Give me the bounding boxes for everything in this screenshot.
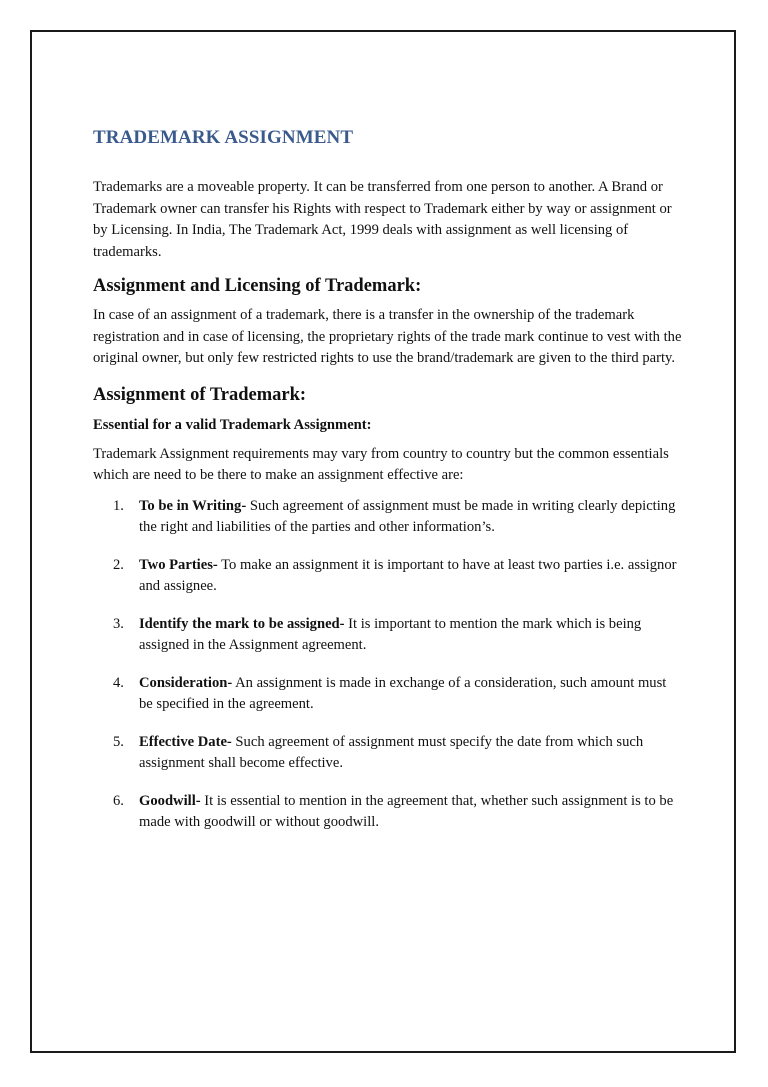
list-item-number: 2. bbox=[113, 556, 124, 573]
list-item-term: To be in Writing- bbox=[139, 497, 247, 514]
list-item-number: 3. bbox=[113, 615, 124, 632]
list-item-term: Effective Date- bbox=[139, 733, 232, 750]
list-item-number: 5. bbox=[113, 733, 124, 750]
list-item-text: Such agreement of assignment must specify the date from which such assignment shall become effective. bbox=[139, 733, 644, 771]
list-item-number: 1. bbox=[113, 497, 124, 514]
list-item-text: It is important to mention the mark which is being assigned in the Assignment agreement. bbox=[139, 615, 642, 653]
list-item bbox=[93, 555, 683, 598]
section-paragraph-assignment-licensing: In case of an assignment of a trademark, there is a transfer in the ownership of the trademark registration and in case of licensing, the proprietary rights of the trade mark continue to vest with the original owner, but only few restricted rights to use the brand/trademark are given to the third party. bbox=[93, 307, 682, 366]
document-body bbox=[93, 124, 683, 850]
list-item-term: Goodwill- bbox=[139, 792, 201, 809]
list-item-term: Consideration- bbox=[139, 674, 233, 691]
list-item-term: Identify the mark to be assigned- bbox=[139, 615, 345, 632]
list-item bbox=[93, 732, 683, 775]
requirements-list bbox=[93, 496, 683, 834]
list-item-text: An assignment is made in exchange of a consideration, such amount must be specified in the agreement. bbox=[139, 674, 667, 712]
list-item-term: Two Parties- bbox=[139, 556, 218, 573]
section-heading-assignment-licensing: Assignment and Licensing of Trademark: bbox=[93, 276, 422, 296]
list-item-text: To make an assignment it is important to have at least two parties i.e. assignor and assignee. bbox=[139, 556, 677, 594]
list-item bbox=[93, 614, 683, 657]
list-item bbox=[93, 673, 683, 716]
list-item bbox=[93, 791, 683, 834]
requirements-intro-paragraph: Trademark Assignment requirements may vary from country to country but the common essentials which are need to be there to make an assignment effective are: bbox=[93, 445, 669, 483]
list-item-number: 6. bbox=[113, 792, 124, 809]
list-item-text: Such agreement of assignment must be made in writing clearly depicting the right and liabilities of the parties and other information’s. bbox=[139, 497, 676, 535]
list-item bbox=[93, 496, 683, 539]
subheading-essentials: Essential for a valid Trademark Assignment: bbox=[93, 416, 372, 433]
intro-paragraph: Trademarks are a moveable property. It can be transferred from one person to another. A Brand or Trademark owner can transfer his Rights with respect to Trademark either by way or assignment or by Licensing. In India, The Trademark Act, 1999 deals with assignment as well licensing of trademarks. bbox=[93, 179, 672, 260]
list-item-number: 4. bbox=[113, 674, 124, 691]
list-item-text: It is essential to mention in the agreement that, whether such assignment is to be made with goodwill or without goodwill. bbox=[139, 792, 674, 830]
section-heading-assignment: Assignment of Trademark: bbox=[93, 384, 307, 405]
document-title: TRADEMARK ASSIGNMENT bbox=[93, 127, 354, 148]
